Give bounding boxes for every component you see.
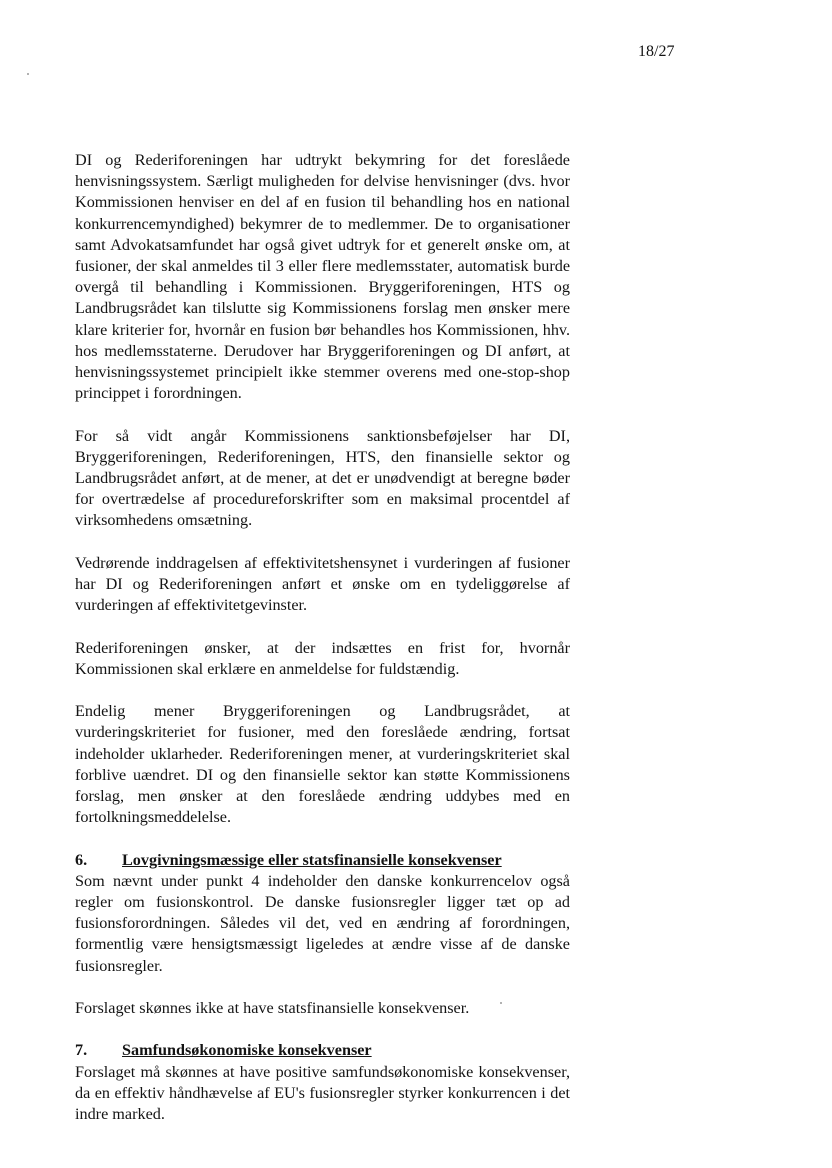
section-title: Samfundsøkonomiske konsekvenser <box>122 1041 372 1060</box>
section-paragraph: Forslaget skønnes ikke at have statsfinansielle konsekvenser. <box>75 999 470 1018</box>
section-paragraph: Som nævnt under punkt 4 indeholder den danske konkurrencelov også regler om fusionskontrol. De danske fusionsregler ligger tæt op ad fusionsforordningen. Således vil det, ved en ændring af forordningen, formentlig være hensigtsmæssigt ligeledes at ændre visse af de danske fusionsregler. <box>75 871 570 975</box>
section-paragraph: Forslaget må skønnes at have positive samfundsøkonomiske konsekvenser, da en effektiv håndhævelse af EU's fusionsregler styrker konkurrencen i det indre marked. <box>75 1062 570 1124</box>
section-heading <box>75 1040 570 1061</box>
document-body <box>75 150 570 1125</box>
page-number: 18/27 <box>638 43 675 60</box>
scan-speck <box>27 73 29 75</box>
section-title: Lovgivningsmæssige eller statsfinansielle konsekvenser <box>122 850 502 869</box>
paragraph-efficiency: Vedrørende inddragelsen af effektivitetshensynet i vurderingen af fusioner har DI og Rederiforeningen anført et ønske om en tydeliggørelse af vurderingen af effektivitetgevinster. <box>75 553 570 615</box>
section-heading <box>75 850 570 871</box>
paragraph-referral-system: DI og Rederiforeningen har udtrykt bekymring for det foreslåede henvisningssystem. Særligt muligheden for delvise henvisninger (dvs. hvor Kommissionen henviser en del af en fusion til behandling hos en national konkurrencemyndighed) bekymrer de to medlemmer. De to organisationer samt Advokatsamfundet har også givet udtryk for et generelt ønske om, at fusioner, der skal anmeldes til 3 eller flere medlemsstater, automatisk burde overgå til behandling i Kommissionen. Bryggeriforeningen, HTS og Landbrugsrådet kan tilslutte sig Kommissionens forslag men ønsker mere klare kriterier for, hvornår en fusion bør behandles hos Kommissionen, hhv. hos medlemsstaterne. Derudover har Bryggeriforeningen og DI anført, at henvisningssystemet principielt ikke stemmer overens med one-stop-shop princippet i forordningen. <box>75 151 570 403</box>
section-number: 7. <box>75 1041 88 1060</box>
paragraph-assessment-criterion: Endelig mener Bryggeriforeningen og Landbrugsrådet, at vurderingskriteriet for fusioner, med den foreslåede ændring, fortsat indeholder uklarheder. Rederiforeningen mener, at vurderingskriteriet skal forblive uændret. DI og den finansielle sektor kan støtte Kommissionens forslag, men ønsker at den foreslåede ændring uddybes med en fortolkningsmeddelelse. <box>75 702 570 827</box>
paragraph-deadline: Rederiforeningen ønsker, at der indsættes en frist for, hvornår Kommissionen skal erklære en anmeldelse for fuldstændig. <box>75 638 570 678</box>
section-number: 6. <box>75 850 88 869</box>
paragraph-sanction-powers: For så vidt angår Kommissionens sanktionsbeføjelser har DI, Bryggeriforeningen, Rederiforeningen, HTS, den finansielle sektor og Landbrugsrådet anført, at de mener, at det er unødvendigt at beregne bøder for overtrædelse af procedureforskrifter som en maksimal procentdel af virksomhedens omsætning. <box>75 426 570 530</box>
